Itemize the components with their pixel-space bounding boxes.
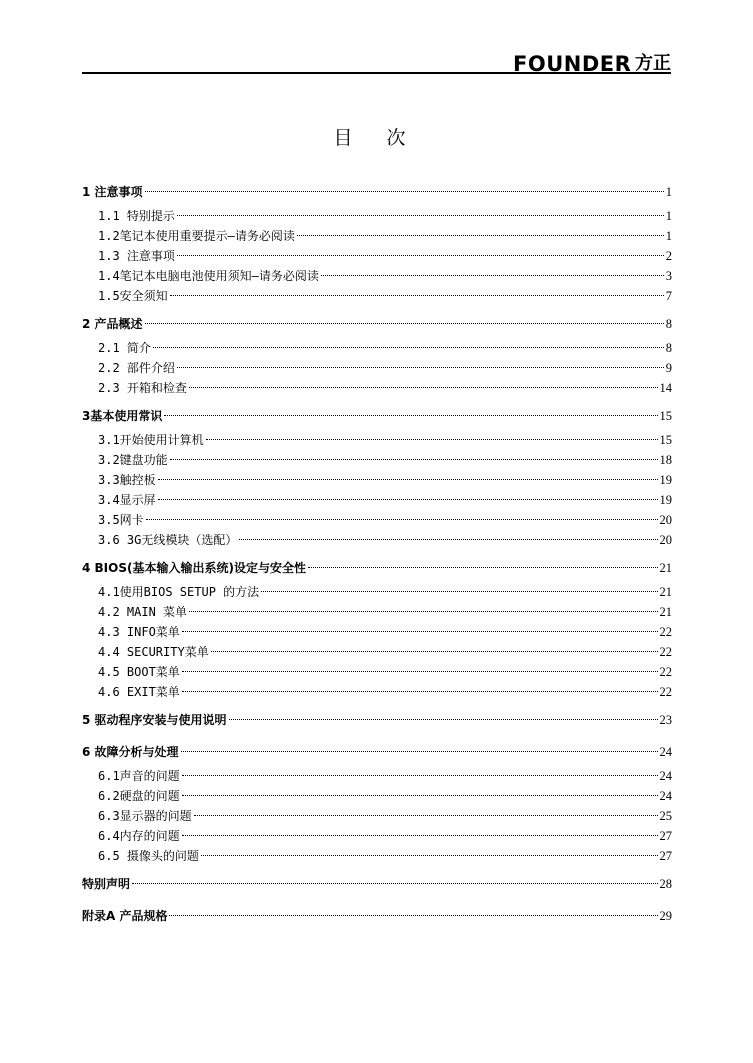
toc-entry-title: 4 BIOS(基本输入输出系统)设定与安全性 — [82, 561, 306, 575]
dot-leader — [229, 719, 658, 720]
toc-entry-title: 4.2 MAIN 菜单 — [98, 605, 188, 619]
toc-entry[interactable] — [82, 622, 672, 642]
toc-entry-title: 2.3 开箱和检查 — [98, 381, 187, 395]
toc-page-number: 15 — [659, 409, 672, 423]
toc-entry-title: 3.4显示屏 — [98, 493, 156, 507]
toc-section[interactable] — [82, 406, 672, 426]
section-gap — [82, 398, 672, 406]
toc-page-number: 28 — [659, 877, 672, 891]
toc-page-number: 15 — [659, 433, 672, 447]
toc-entry-title: 1.4笔记本电脑电池使用须知—请务必阅读 — [98, 269, 319, 283]
toc-entry-title: 3基本使用常识 — [82, 409, 163, 423]
toc-page-number: 23 — [659, 713, 672, 727]
page-title: 目 次 — [333, 127, 420, 149]
toc-section[interactable] — [82, 314, 672, 334]
dot-leader — [189, 611, 657, 612]
dot-leader — [321, 275, 664, 276]
toc-entry[interactable] — [82, 642, 672, 662]
toc-entry[interactable] — [82, 430, 672, 450]
dot-leader — [145, 323, 664, 324]
toc-entry-title: 4.4 SECURITY菜单 — [98, 645, 209, 659]
dot-leader — [308, 567, 658, 568]
toc-page-number: 20 — [659, 513, 672, 527]
toc-page-number: 18 — [659, 453, 672, 467]
toc-section[interactable] — [82, 558, 672, 578]
toc-section[interactable] — [82, 874, 672, 894]
dot-leader — [194, 815, 658, 816]
dot-leader — [182, 835, 658, 836]
brand-cn: 方正 — [635, 53, 671, 74]
toc-entry-title: 3.5网卡 — [98, 513, 144, 527]
toc-entry-title: 3.2键盘功能 — [98, 453, 168, 467]
toc-page-number: 22 — [659, 685, 672, 699]
toc-entry[interactable] — [82, 286, 672, 306]
dot-leader — [206, 439, 658, 440]
toc-entry-title: 3.3触控板 — [98, 473, 156, 487]
toc-entry[interactable] — [82, 766, 672, 786]
toc-entry[interactable] — [82, 662, 672, 682]
toc-entry-title: 2.2 部件介绍 — [98, 361, 175, 375]
toc-entry[interactable] — [82, 582, 672, 602]
dot-leader — [158, 479, 658, 480]
dot-leader — [297, 235, 664, 236]
dot-leader — [169, 915, 657, 916]
toc-entry-title: 1.2笔记本使用重要提示—请务必阅读 — [98, 229, 295, 243]
toc-page-number: 8 — [665, 341, 672, 355]
founder-logo-icon — [513, 52, 631, 74]
toc-entry[interactable] — [82, 490, 672, 510]
toc-page-number: 7 — [665, 289, 672, 303]
dot-leader — [182, 631, 658, 632]
toc-section[interactable] — [82, 710, 672, 730]
toc-entry[interactable] — [82, 602, 672, 622]
toc-entry[interactable] — [82, 266, 672, 286]
section-gap — [82, 550, 672, 558]
toc-page-number: 19 — [659, 493, 672, 507]
toc-entry[interactable] — [82, 846, 672, 866]
toc-page-number: 1 — [665, 185, 672, 199]
toc-entry[interactable] — [82, 682, 672, 702]
toc-entry-title: 6 故障分析与处理 — [82, 745, 179, 759]
toc-entry-title: 附录A 产品规格 — [82, 909, 168, 923]
section-gap — [82, 702, 672, 710]
toc-page-number: 8 — [665, 317, 672, 331]
dot-leader — [170, 459, 658, 460]
toc-entry-title: 6.3显示器的问题 — [98, 809, 192, 823]
dot-leader — [170, 295, 664, 296]
toc-entry-title: 4.3 INFO菜单 — [98, 625, 180, 639]
section-gap — [82, 866, 672, 874]
section-gap — [82, 926, 672, 930]
brand-logo — [513, 50, 671, 74]
toc-page-number: 27 — [659, 849, 672, 863]
toc-page-number: 1 — [665, 229, 672, 243]
table-of-contents — [82, 182, 672, 930]
toc-page-number: 21 — [659, 605, 672, 619]
toc-entry[interactable] — [82, 206, 672, 226]
toc-entry[interactable] — [82, 530, 672, 550]
toc-entry-title: 4.6 EXIT菜单 — [98, 685, 180, 699]
toc-entry[interactable] — [82, 826, 672, 846]
toc-entry-title: 6.5 摄像头的问题 — [98, 849, 199, 863]
toc-entry[interactable] — [82, 450, 672, 470]
section-gap — [82, 734, 672, 742]
dot-leader — [164, 415, 657, 416]
dot-leader — [158, 499, 658, 500]
toc-entry-title: 5 驱动程序安装与使用说明 — [82, 713, 227, 727]
dot-leader — [177, 367, 664, 368]
dot-leader — [182, 795, 658, 796]
toc-entry[interactable] — [82, 470, 672, 490]
toc-section[interactable] — [82, 906, 672, 926]
toc-page-number: 24 — [659, 789, 672, 803]
toc-entry-title: 特别声明 — [82, 877, 131, 891]
dot-leader — [189, 387, 658, 388]
toc-entry-title: 1 注意事项 — [82, 185, 143, 199]
dot-leader — [145, 191, 664, 192]
toc-entry[interactable] — [82, 786, 672, 806]
toc-section[interactable] — [82, 182, 672, 202]
toc-entry-title: 2.1 简介 — [98, 341, 151, 355]
toc-page-number: 22 — [659, 645, 672, 659]
toc-page-number: 24 — [659, 745, 672, 759]
toc-page-number: 20 — [659, 533, 672, 547]
toc-entry[interactable] — [82, 806, 672, 826]
toc-page-number: 21 — [659, 561, 672, 575]
toc-page-number: 25 — [659, 809, 672, 823]
dot-leader — [182, 691, 658, 692]
dot-leader — [201, 855, 658, 856]
toc-entry-title: 3.6 3G无线模块（选配） — [98, 533, 238, 547]
toc-entry-title: 6.2硬盘的问题 — [98, 789, 180, 803]
toc-page-number: 19 — [659, 473, 672, 487]
header-divider — [82, 72, 671, 74]
dot-leader — [211, 651, 658, 652]
toc-entry[interactable] — [82, 510, 672, 530]
dot-leader — [182, 671, 658, 672]
toc-page-number: 27 — [659, 829, 672, 843]
toc-entry-title: 1.3 注意事项 — [98, 249, 175, 263]
toc-page-number: 9 — [665, 361, 672, 375]
toc-entry-title: 6.4内存的问题 — [98, 829, 180, 843]
toc-page-number: 2 — [665, 249, 672, 263]
toc-entry-title: 1.1 特别提示 — [98, 209, 175, 223]
dot-leader — [146, 519, 658, 520]
svg-text:FOUNDER: FOUNDER — [513, 52, 631, 74]
toc-section[interactable] — [82, 742, 672, 762]
toc-page-number: 22 — [659, 625, 672, 639]
toc-page-number: 24 — [659, 769, 672, 783]
dot-leader — [177, 255, 664, 256]
toc-entry-title: 6.1声音的问题 — [98, 769, 180, 783]
toc-entry[interactable] — [82, 338, 672, 358]
toc-page-number: 3 — [665, 269, 672, 283]
toc-page-number: 21 — [659, 585, 672, 599]
toc-entry[interactable] — [82, 358, 672, 378]
section-gap — [82, 306, 672, 314]
dot-leader — [153, 347, 664, 348]
toc-page-number: 29 — [659, 909, 672, 923]
toc-page-number: 1 — [665, 209, 672, 223]
dot-leader — [261, 591, 657, 592]
dot-leader — [177, 215, 664, 216]
toc-entry[interactable] — [82, 246, 672, 266]
dot-leader — [182, 775, 658, 776]
toc-entry-title: 3.1开始使用计算机 — [98, 433, 204, 447]
toc-entry-title: 2 产品概述 — [82, 317, 143, 331]
dot-leader — [181, 751, 658, 752]
toc-entry[interactable] — [82, 378, 672, 398]
dot-leader — [239, 539, 657, 540]
toc-entry-title: 4.1使用BIOS SETUP 的方法 — [98, 585, 260, 599]
toc-page-number: 22 — [659, 665, 672, 679]
toc-entry[interactable] — [82, 226, 672, 246]
toc-entry-title: 4.5 BOOT菜单 — [98, 665, 180, 679]
dot-leader — [132, 883, 657, 884]
toc-entry-title: 1.5安全须知 — [98, 289, 168, 303]
toc-page-number: 14 — [659, 381, 672, 395]
section-gap — [82, 898, 672, 906]
